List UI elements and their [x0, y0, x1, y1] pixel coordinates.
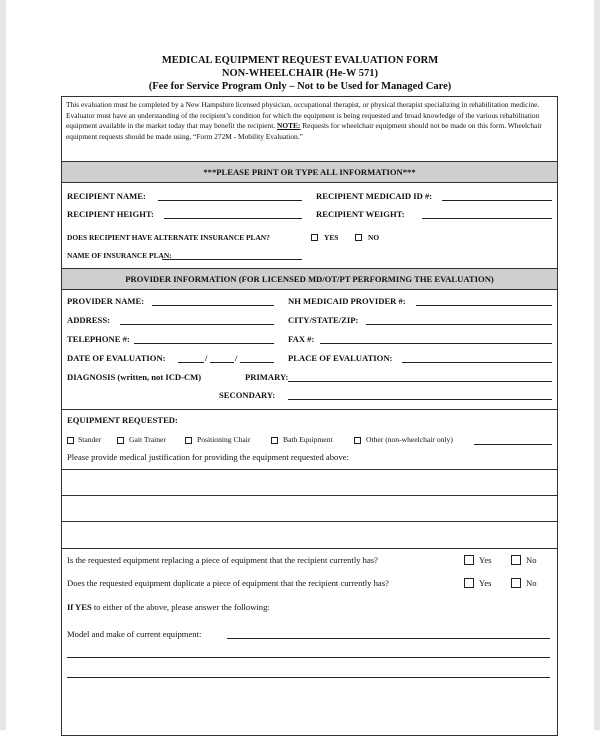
justification-line-1[interactable] [62, 470, 557, 496]
insurance-name-field[interactable] [162, 259, 302, 260]
city-state-zip-field[interactable] [366, 324, 552, 325]
gait-trainer-checkbox[interactable] [117, 437, 124, 444]
page-shadow-right [594, 0, 600, 730]
medicaid-id-field[interactable] [442, 200, 552, 201]
fax-field[interactable] [320, 343, 552, 344]
nh-medicaid-provider-field[interactable] [416, 305, 552, 306]
current-equipment-line-2[interactable] [67, 657, 550, 658]
place-of-evaluation-field[interactable] [402, 362, 552, 363]
fee-note: (Fee for Service Program Only – Not to be Used for Managed Care) [148, 81, 452, 92]
address-field[interactable] [120, 324, 274, 325]
provider-section-heading: PROVIDER INFORMATION (FOR LICENSED MD/OT/PT PERFORMING THE EVALUATION) [62, 269, 557, 290]
positioning-chair-checkbox[interactable] [185, 437, 192, 444]
intro-block [62, 97, 557, 162]
current-equipment-model-field[interactable] [227, 638, 550, 639]
recipient-section-heading: ***PLEASE PRINT OR TYPE ALL INFORMATION*** [62, 162, 557, 183]
recipient-weight-field[interactable] [422, 218, 552, 219]
duplicate-yes-checkbox[interactable] [464, 578, 474, 588]
justification-line-2[interactable] [62, 496, 557, 522]
other-equipment-checkbox[interactable] [354, 437, 361, 444]
insurance-yes-checkbox[interactable] [311, 234, 318, 241]
equipment-section: EQUIPMENT REQUESTED: Stander Gait Trainer Positioning Chair Bath Equipment Other (non-wheelchair only) Please provide medical justification for providing the equipment requested above: [62, 410, 557, 470]
evaluation-form [61, 96, 558, 736]
secondary-diagnosis-field[interactable] [288, 399, 552, 400]
stander-checkbox[interactable] [67, 437, 74, 444]
other-equipment-field[interactable] [474, 444, 552, 445]
intro-text: This evaluation must be completed by a New Hampshire licensed physician, occupational therapist, or physical therapist specializing in rehabilitation medicine. Evaluator must have an understanding of the recipient’s condition for which the equipment is being requested and broad knowledge of the various rehabilitation equipment available in the market today that may benefit the recipient. NOTE: Requests for wheelchair equipment should not be made on this form. Wheelchair equipment requests should be made using, “Form 272M - Mobility Evaluation.” [66, 100, 542, 141]
replacing-no-checkbox[interactable] [511, 555, 521, 565]
provider-section: PROVIDER NAME: NH MEDICAID PROVIDER #: ADDRESS: CITY/STATE/ZIP: TELEPHONE #: FAX #: DATE OF EVALUATION: / / PLACE OF EVALUATION: DIAGNOSIS (written, not ICD-CM) PRIMARY: SECONDARY: [62, 290, 557, 410]
recipient-name-field[interactable] [158, 200, 302, 201]
recipient-section: RECIPIENT NAME: RECIPIENT MEDICAID ID #: RECIPIENT HEIGHT: RECIPIENT WEIGHT: DOES RECIPIENT HAVE ALTERNATE INSURANCE PLAN? YES NO NAME OF INSURANCE PLAN: [62, 183, 557, 269]
justification-line-3[interactable] [62, 522, 557, 549]
replacing-yes-checkbox[interactable] [464, 555, 474, 565]
provider-name-field[interactable] [152, 305, 274, 306]
eval-day-field[interactable] [210, 362, 234, 363]
bath-equipment-checkbox[interactable] [271, 437, 278, 444]
recipient-height-field[interactable] [164, 218, 302, 219]
duplicate-no-checkbox[interactable] [511, 578, 521, 588]
eval-month-field[interactable] [178, 362, 204, 363]
form-title: MEDICAL EQUIPMENT REQUEST EVALUATION FORM [161, 55, 439, 66]
insurance-no-checkbox[interactable] [355, 234, 362, 241]
note-label: NOTE: [276, 121, 301, 131]
page-shadow-left [0, 0, 6, 730]
if-yes-instruction: If YES to either of the above, please answer the following: [67, 602, 270, 612]
telephone-field[interactable] [134, 343, 274, 344]
eval-year-field[interactable] [240, 362, 274, 363]
primary-diagnosis-field[interactable] [288, 381, 552, 382]
replacement-section: Is the requested equipment replacing a piece of equipment that the recipient currently has? Yes No Does the requested equipment duplicate a piece of equipment that the recipient currently has? Yes No If YES to either of the above, please answer the following: Model and make of current equipment: [62, 549, 557, 739]
current-equipment-line-3[interactable] [67, 677, 550, 678]
form-subtitle: NON-WHEELCHAIR (He-W 571) [221, 68, 379, 79]
